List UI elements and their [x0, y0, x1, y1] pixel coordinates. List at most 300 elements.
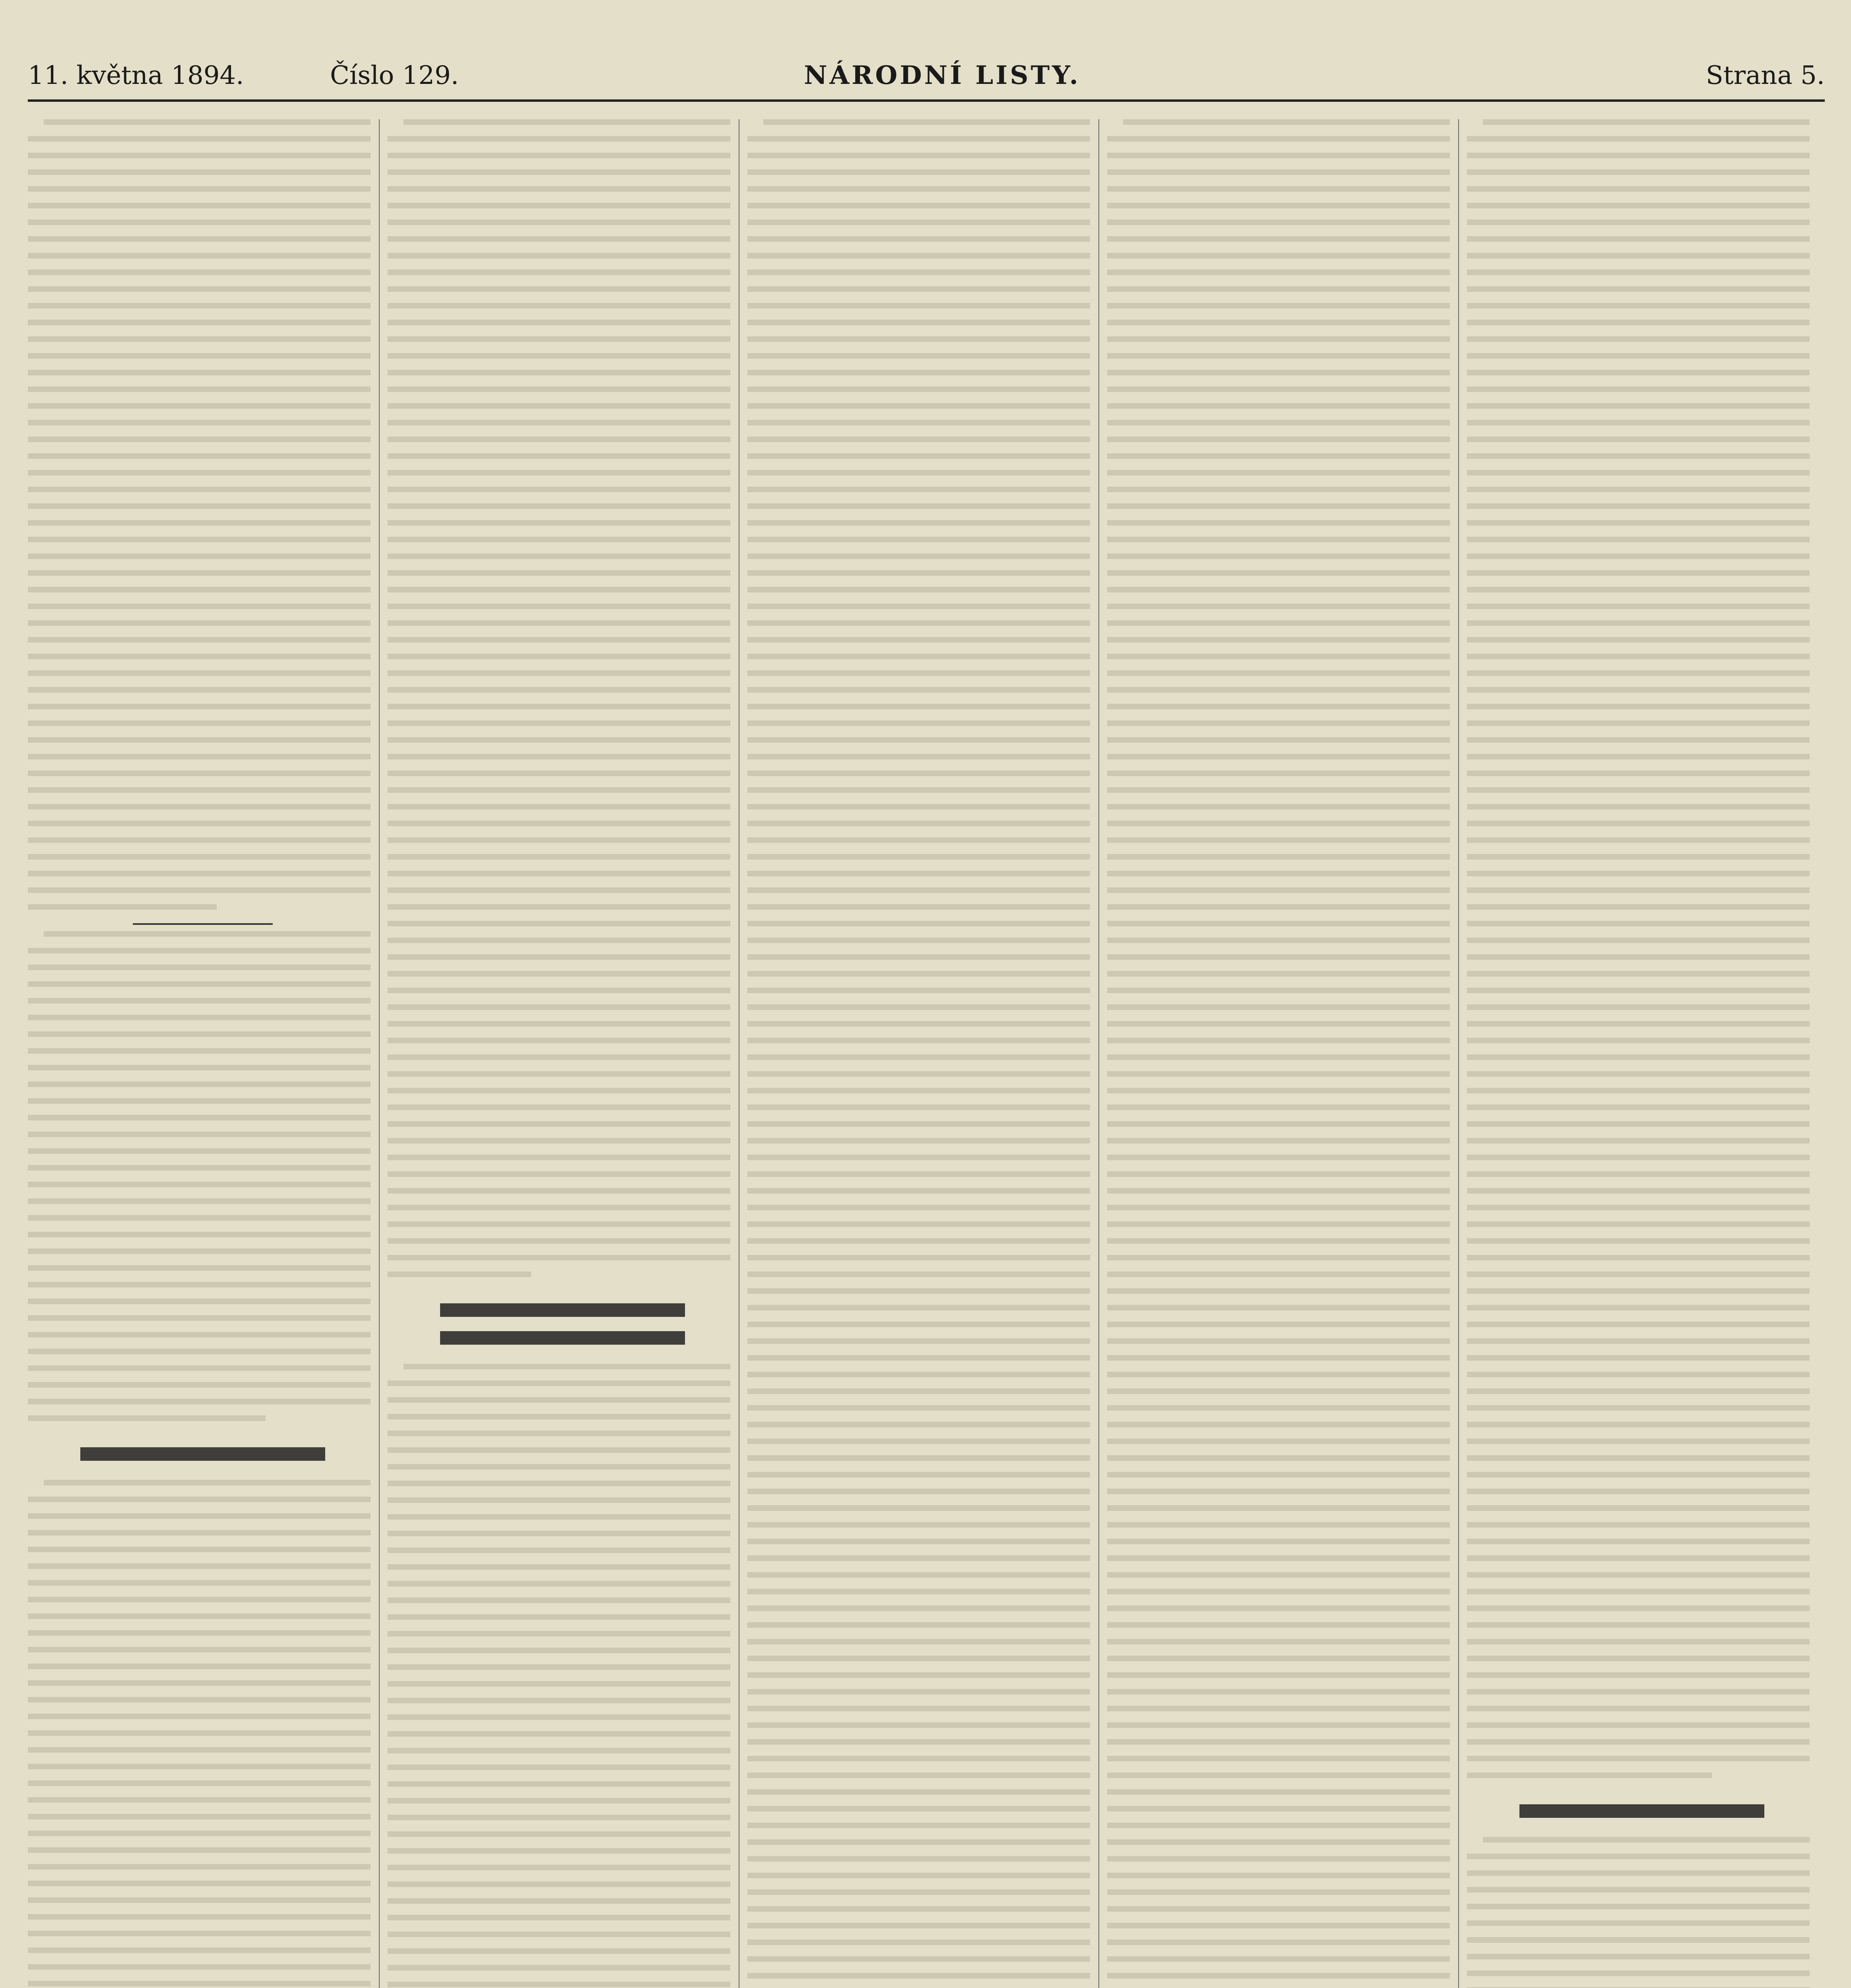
text-line: [747, 1739, 1090, 1745]
text-line: [1107, 1422, 1450, 1427]
text-line: [1467, 1038, 1810, 1043]
column-3: [747, 119, 1097, 1988]
text-line: [1467, 1405, 1810, 1411]
text-line: [747, 336, 1090, 342]
text-line: [747, 1422, 1090, 1427]
text-line: [28, 1780, 371, 1786]
text-line: [1467, 1706, 1810, 1711]
text-line: [1107, 336, 1450, 342]
text-line: [388, 1598, 730, 1603]
text-line: [1107, 1539, 1450, 1544]
text-line: [28, 704, 371, 709]
text-line: [28, 1198, 371, 1204]
text-line: [747, 136, 1090, 142]
text-line: [1107, 1839, 1450, 1845]
text-line: [1107, 1773, 1450, 1778]
text-line: [1467, 887, 1810, 893]
text-line: [388, 219, 730, 225]
text-line: [747, 1171, 1090, 1177]
text-line: [1467, 303, 1810, 309]
text-line: [388, 437, 730, 442]
text-line: [747, 871, 1090, 876]
text-line: [28, 186, 371, 192]
text-line: [388, 1848, 730, 1854]
text-line: [28, 1513, 371, 1519]
text-line: [1107, 370, 1450, 375]
text-line: [1467, 1904, 1810, 1909]
text-line: [1107, 1756, 1450, 1761]
text-line: [1107, 520, 1450, 526]
text-line: [1107, 453, 1450, 459]
text-line: [388, 1255, 730, 1260]
text-line: [747, 1021, 1090, 1027]
text-line: [1107, 136, 1450, 142]
text-line: [388, 1765, 730, 1770]
text-line: [763, 119, 1090, 125]
text-line: [1107, 1238, 1450, 1244]
text-line: [1467, 670, 1810, 676]
text-line: [1107, 303, 1450, 309]
text-line: [1107, 236, 1450, 242]
text-line: [747, 1004, 1090, 1010]
text-line: [1107, 186, 1450, 192]
text-line: [28, 153, 371, 158]
text-line: [1107, 1288, 1450, 1294]
text-line: [1107, 887, 1450, 893]
text-line: [1107, 1272, 1450, 1277]
text-line: [1467, 1322, 1810, 1327]
text-line: [28, 1613, 371, 1619]
text-line: [1467, 1870, 1810, 1876]
text-line: [747, 1088, 1090, 1093]
text-line: [28, 1547, 371, 1552]
text-line: [1107, 270, 1450, 275]
issue-date: 11. května 1894.: [28, 61, 244, 90]
text-line: [1467, 1422, 1810, 1427]
text-line: [28, 1597, 371, 1602]
text-line: [388, 336, 730, 342]
text-line: [28, 520, 371, 526]
text-line: [747, 169, 1090, 175]
text-line: [1467, 1937, 1810, 1943]
text-line: [1467, 1489, 1810, 1494]
text-line: [1107, 1188, 1450, 1194]
text-line: [388, 1815, 730, 1820]
text-line: [747, 1105, 1090, 1110]
text-line: [1107, 1856, 1450, 1862]
text-line: [388, 1188, 730, 1194]
text-line: [28, 1315, 371, 1321]
text-line: [1467, 1004, 1810, 1010]
text-line: [1107, 737, 1450, 743]
text-line: [747, 921, 1090, 926]
text-line: [1107, 570, 1450, 576]
text-line: [1467, 771, 1810, 776]
text-line: [28, 1630, 371, 1636]
text-line: [1107, 1706, 1450, 1711]
text-line: [388, 771, 730, 776]
text-line: [388, 887, 730, 893]
text-line: [747, 1505, 1090, 1511]
text-line: [388, 1831, 730, 1837]
text-line: [1467, 821, 1810, 826]
text-line: [1107, 1221, 1450, 1227]
text-line: [28, 253, 371, 258]
text-line: [747, 670, 1090, 676]
text-line: [1467, 270, 1810, 275]
text-line: [747, 1071, 1090, 1077]
text-line: [388, 1932, 730, 1937]
text-line: [747, 954, 1090, 960]
text-line: [1107, 153, 1450, 158]
text-line: [44, 931, 371, 937]
text-line: [747, 437, 1090, 442]
text-line: [1467, 637, 1810, 643]
text-line: [1467, 1971, 1810, 1976]
text-line: [747, 1121, 1090, 1127]
text-line: [1107, 420, 1450, 425]
text-line: [1107, 871, 1450, 876]
text-line: [1467, 787, 1810, 793]
text-line: [1107, 1021, 1450, 1027]
text-line: [1107, 537, 1450, 542]
text-line: [28, 1081, 371, 1087]
text-line: [28, 1897, 371, 1903]
text-line: [28, 998, 371, 1004]
text-line: [1107, 1672, 1450, 1678]
text-line: [1467, 720, 1810, 726]
text-line: [1107, 1489, 1450, 1494]
text-line: [28, 871, 371, 876]
text-line: [1107, 720, 1450, 726]
text-line: [28, 169, 371, 175]
text-line: [28, 1065, 371, 1070]
text-line: [388, 1272, 531, 1277]
text-line: [1107, 1004, 1450, 1010]
text-line: [1467, 1589, 1810, 1594]
text-line: [28, 403, 371, 409]
text-line: [1107, 1606, 1450, 1611]
text-line: [1467, 1021, 1810, 1027]
text-line: [1107, 1873, 1450, 1878]
text-line: [388, 1965, 730, 1971]
text-line: [1107, 1338, 1450, 1344]
text-line: [28, 1831, 371, 1836]
text-line: [747, 1472, 1090, 1477]
text-line: [747, 219, 1090, 225]
text-line: [747, 1238, 1090, 1244]
text-line: [747, 1288, 1090, 1294]
text-line: [388, 453, 730, 459]
text-line: [388, 1731, 730, 1737]
text-line: [1467, 1355, 1810, 1361]
text-line: [747, 1923, 1090, 1928]
text-line: [388, 1397, 730, 1403]
text-line: [28, 1847, 371, 1853]
text-line: [388, 1547, 730, 1553]
text-line: [28, 503, 371, 509]
text-line: [1467, 320, 1810, 325]
text-line: [28, 1914, 371, 1920]
text-line: [1107, 1355, 1450, 1361]
text-line: [747, 971, 1090, 977]
text-line: [747, 470, 1090, 476]
text-line: [388, 687, 730, 693]
text-line: [28, 587, 371, 592]
text-line: [28, 1232, 371, 1237]
text-line: [28, 437, 371, 442]
text-line: [388, 821, 730, 826]
text-line: [747, 553, 1090, 559]
article-divider: [133, 923, 273, 925]
text-line: [1467, 704, 1810, 709]
text-line: [1107, 787, 1450, 793]
text-line: [1107, 637, 1450, 643]
text-line: [388, 1631, 730, 1637]
text-line: [747, 1038, 1090, 1043]
text-line: [28, 537, 371, 542]
text-line: [747, 1939, 1090, 1945]
text-line: [1107, 1038, 1450, 1043]
text-line: [28, 1165, 371, 1171]
text-line: [747, 1205, 1090, 1210]
text-line: [388, 270, 730, 275]
text-line: [747, 203, 1090, 208]
text-line: [1107, 604, 1450, 609]
text-line: [28, 804, 371, 810]
text-line: [388, 1105, 730, 1110]
text-line: [28, 1497, 371, 1502]
text-line: [388, 837, 730, 843]
text-line: [28, 270, 371, 275]
text-line: [388, 921, 730, 926]
text-line: [388, 1564, 730, 1570]
text-line: [1467, 386, 1810, 392]
text-line: [1467, 804, 1810, 810]
text-line: [747, 520, 1090, 526]
text-line: [28, 420, 371, 425]
text-line: [388, 503, 730, 509]
text-line: [747, 1322, 1090, 1327]
text-line: [388, 654, 730, 659]
text-line: [28, 754, 371, 759]
text-line: [28, 904, 217, 910]
text-line: [747, 236, 1090, 242]
text-line: [28, 286, 371, 292]
text-line: [1107, 253, 1450, 258]
text-line: [1107, 1155, 1450, 1160]
text-line: [1107, 1622, 1450, 1628]
text-line: [1107, 687, 1450, 693]
text-line: [1107, 1171, 1450, 1177]
column-4: [1107, 119, 1457, 1988]
text-line: [28, 1697, 371, 1703]
text-line: [388, 804, 730, 810]
text-line: [1107, 1923, 1450, 1928]
text-line: [1107, 1722, 1450, 1728]
text-line: [388, 153, 730, 158]
text-line: [747, 1405, 1090, 1411]
text-line: [388, 1071, 730, 1077]
text-line: [388, 1581, 730, 1586]
text-line: [1107, 1305, 1450, 1310]
text-line: [1107, 1939, 1450, 1945]
text-line: [28, 1365, 371, 1371]
heading-line: [80, 1447, 325, 1461]
text-line: [1483, 119, 1810, 125]
text-line: [28, 203, 371, 208]
text-line: [28, 821, 371, 826]
text-line: [1107, 1439, 1450, 1444]
text-line: [1107, 1806, 1450, 1811]
text-line: [388, 1664, 730, 1670]
text-line: [1467, 1105, 1810, 1110]
text-line: [1467, 453, 1810, 459]
text-line: [28, 1349, 371, 1354]
text-line: [747, 1873, 1090, 1878]
text-line: [747, 270, 1090, 275]
text-line: [1467, 1188, 1810, 1194]
text-line: [28, 854, 371, 860]
text-line: [388, 1205, 730, 1210]
text-line: [1107, 1973, 1450, 1978]
text-line: [1107, 1255, 1450, 1260]
text-line: [1467, 1054, 1810, 1060]
text-line: [747, 687, 1090, 693]
text-line: [28, 1332, 371, 1338]
text-line: [747, 737, 1090, 743]
text-line: [747, 1155, 1090, 1160]
text-line: [388, 186, 730, 192]
text-line: [388, 370, 730, 375]
text-line: [388, 286, 730, 292]
text-line: [28, 1299, 371, 1304]
text-line: [747, 537, 1090, 542]
text-line: [1107, 1639, 1450, 1644]
text-line: [1107, 1572, 1450, 1578]
text-line: [28, 236, 371, 242]
text-line: [388, 1898, 730, 1904]
text-line: [747, 1522, 1090, 1528]
text-line: [28, 1931, 371, 1936]
text-line: [1107, 1372, 1450, 1377]
text-line: [747, 320, 1090, 325]
text-line: [1107, 553, 1450, 559]
text-line: [1107, 1054, 1450, 1060]
text-line: [28, 981, 371, 987]
text-line: [1467, 1238, 1810, 1244]
text-line: [1107, 503, 1450, 509]
text-line: [1467, 153, 1810, 158]
text-line: [747, 1272, 1090, 1277]
text-line: [747, 1823, 1090, 1828]
text-line: [28, 553, 371, 559]
text-line: [1107, 804, 1450, 810]
text-line: [388, 386, 730, 392]
text-line: [747, 1973, 1090, 1978]
text-line: [388, 587, 730, 592]
text-line: [388, 620, 730, 626]
text-line: [388, 704, 730, 709]
text-line: [1467, 403, 1810, 409]
text-line: [388, 1497, 730, 1503]
text-line: [28, 1764, 371, 1769]
text-line: [1467, 754, 1810, 759]
text-line: [1467, 203, 1810, 208]
text-line: [747, 604, 1090, 609]
text-line: [1107, 837, 1450, 843]
text-line: [28, 386, 371, 392]
text-line: [1107, 203, 1450, 208]
text-line: [388, 1155, 730, 1160]
text-line: [747, 1756, 1090, 1761]
text-line: [1467, 938, 1810, 943]
text-line: [388, 553, 730, 559]
text-line: [1467, 1920, 1810, 1926]
text-line: [747, 938, 1090, 943]
text-line: [1467, 487, 1810, 492]
text-line: [1107, 1956, 1450, 1962]
text-line: [28, 1265, 371, 1271]
text-line: [747, 904, 1090, 910]
text-line: [28, 1282, 371, 1287]
text-line: [388, 1514, 730, 1520]
text-line: [1467, 904, 1810, 910]
text-line: [1467, 1272, 1810, 1277]
text-line: [747, 754, 1090, 759]
text-line: [388, 938, 730, 943]
text-line: [747, 1956, 1090, 1962]
text-line: [388, 737, 730, 743]
text-line: [747, 1572, 1090, 1578]
column-1: [28, 119, 378, 1988]
text-line: [28, 1098, 371, 1104]
masthead: [28, 48, 1825, 99]
text-line: [747, 1188, 1090, 1194]
text-line: [1107, 1205, 1450, 1210]
text-line: [747, 787, 1090, 793]
text-line: [1107, 1088, 1450, 1093]
text-line: [747, 1839, 1090, 1845]
text-line: [747, 1255, 1090, 1260]
text-line: [1467, 871, 1810, 876]
text-line: [1467, 503, 1810, 509]
text-line: [1467, 537, 1810, 542]
text-line: [388, 353, 730, 359]
text-line: [747, 1656, 1090, 1661]
text-line: [1467, 520, 1810, 526]
text-line: [28, 1730, 371, 1736]
text-line: [28, 370, 371, 375]
text-line: [1467, 1656, 1810, 1661]
text-line: [28, 353, 371, 359]
text-line: [388, 971, 730, 977]
text-line: [1467, 620, 1810, 626]
text-line: [1107, 320, 1450, 325]
text-line: [28, 837, 371, 843]
text-line: [747, 1555, 1090, 1561]
text-line: [1467, 1155, 1810, 1160]
text-line: [1467, 169, 1810, 175]
text-line: [747, 420, 1090, 425]
text-line: [28, 887, 371, 893]
text-line: [388, 136, 730, 142]
text-line: [28, 1015, 371, 1020]
text-line: [1467, 186, 1810, 192]
text-line: [388, 1038, 730, 1043]
text-line: [28, 219, 371, 225]
text-line: [1107, 704, 1450, 709]
